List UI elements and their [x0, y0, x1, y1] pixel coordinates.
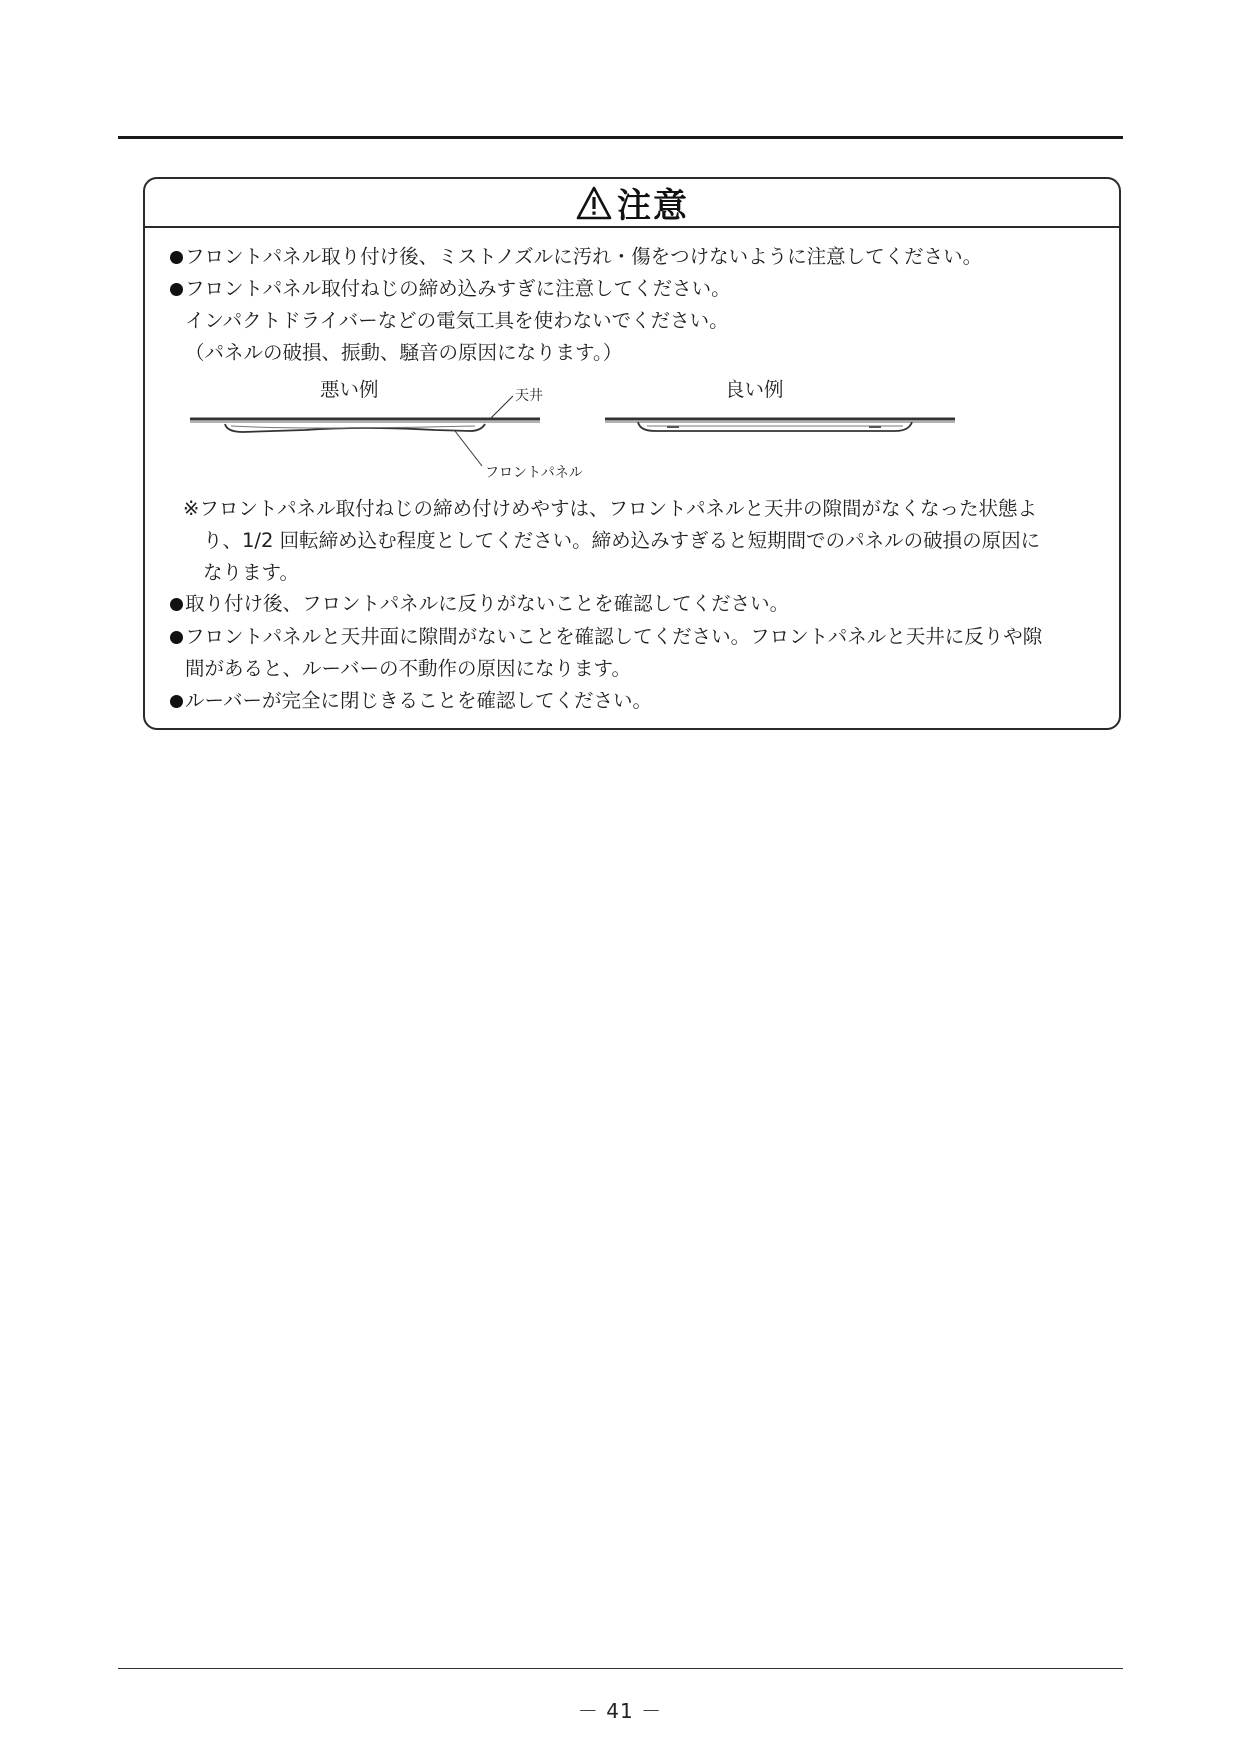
- item-text: フロントパネル取り付け後、ミストノズルに汚れ・傷をつけないように注意してください。: [185, 245, 983, 268]
- bullet-icon: [170, 598, 183, 611]
- ceiling-label: 天井: [515, 388, 543, 404]
- item-text: （パネルの破損、振動、騒音の原因になります。）: [185, 341, 623, 364]
- note-text: ※フロントパネル取付ねじの締め付けめやすは、フロントパネルと天井の隙間がなくなった状態よ: [183, 497, 1038, 520]
- bullet-icon: [170, 283, 183, 296]
- page-number: － 41 －: [577, 1699, 663, 1723]
- bullet-icon: [170, 251, 183, 264]
- note-text: なります。: [203, 561, 299, 584]
- item-text: フロントパネルと天井面に隙間がないことを確認してください。フロントパネルと天井に反りや隙: [185, 625, 1043, 648]
- item-text: 間があると、ルーバーの不動作の原因になります。: [185, 657, 631, 680]
- bullet-icon: [170, 695, 183, 708]
- bullet-icon: [170, 631, 183, 644]
- front-panel-label: フロントパネル: [485, 465, 583, 481]
- bottom-rule: [118, 1668, 1123, 1669]
- item-text: 取り付け後、フロントパネルに反りがないことを確認してください。: [185, 592, 790, 615]
- item-text: ルーバーが完全に閉じきることを確認してください。: [185, 689, 653, 712]
- bad-example-drawing: [185, 374, 965, 489]
- installation-diagram: [185, 374, 965, 489]
- item-text: インパクトドライバーなどの電気工具を使わないでください。: [185, 309, 729, 332]
- caution-title: 注意: [617, 186, 689, 226]
- caution-body: [145, 179, 1119, 728]
- bad-example-label: 悪い例: [320, 378, 379, 401]
- item-text: フロントパネル取付ねじの締め込みすぎに注意してください。: [185, 277, 731, 300]
- caution-box: [143, 177, 1121, 730]
- note-text: り、1/2 回転締め込む程度としてください。締め込みすぎると短期間でのパネルの破損の原因に: [203, 529, 1041, 552]
- top-rule: [118, 136, 1123, 139]
- good-example-label: 良い例: [725, 378, 784, 401]
